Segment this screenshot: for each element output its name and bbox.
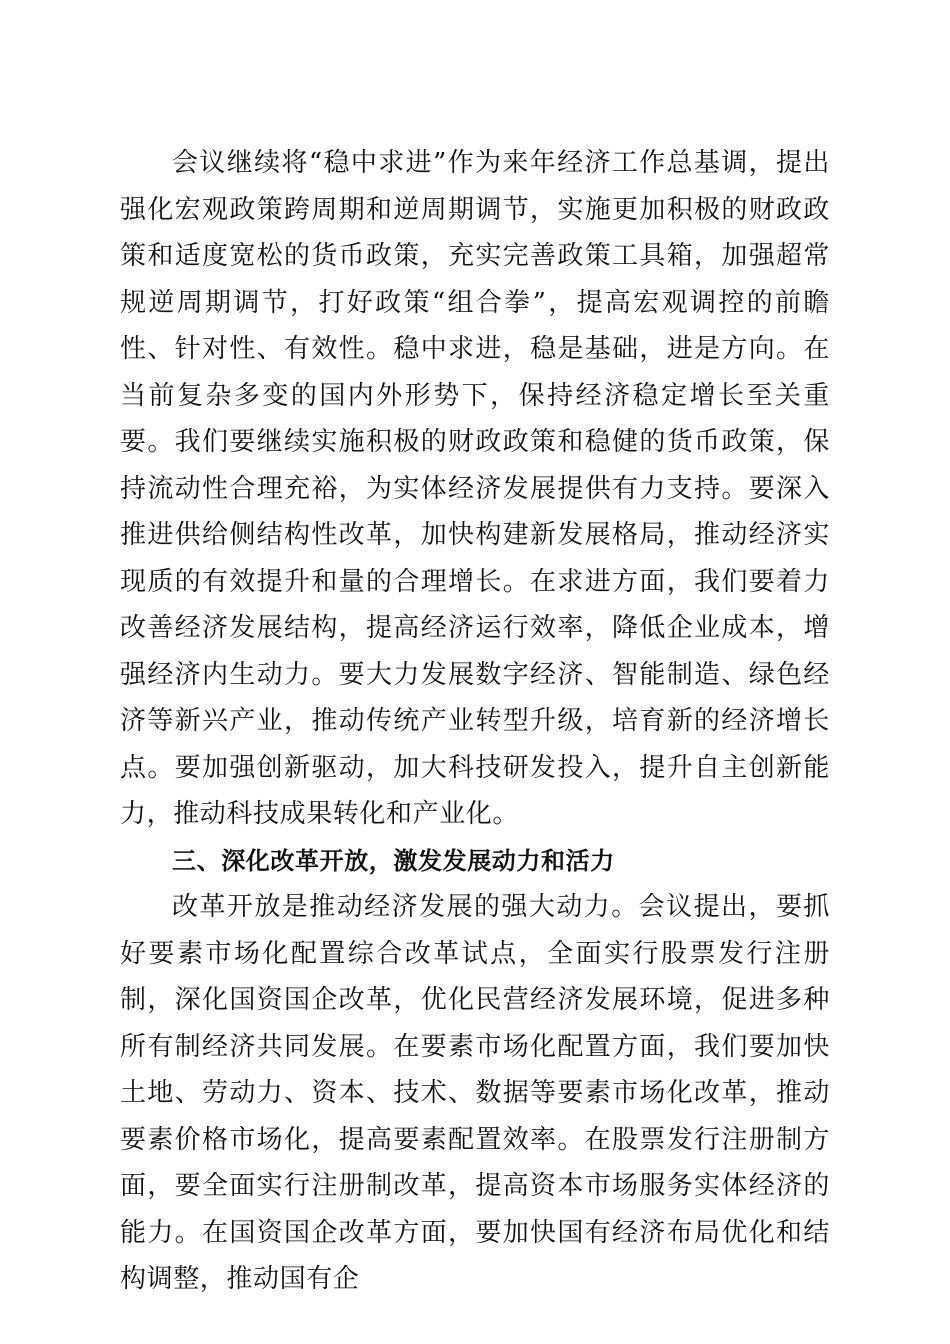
body-paragraph-1: 会议继续将“稳中求进”作为来年经济工作总基调，提出强化宏观政策跨周期和逆周期调节，实施更加积极的财政政策和适度宽松的货币政策，充实完善政策工具箱，加强超常规逆周期调节，打好政策“组合拳”，提高宏观调控的前瞻性、针对性、有效性。稳中求进，稳是基础，进是方向。在当前复杂多变的国内外形势下，保持经济稳定增长至关重要。我们要继续实施积极的财政政策和稳健的货币政策，保持流动性合理充裕，为实体经济发展提供有力支持。要深入推进供给侧结构性改革，加快构建新发展格局，推动经济实现质的有效提升和量的合理增长。在求进方面，我们要着力改善经济发展结构，提高经济运行效率，降低企业成本，增强经济内生动力。要大力发展数字经济、智能制造、绿色经济等新兴产业，推动传统产业转型升级，培育新的经济增长点。要加强创新驱动，加大科技研发投入，提升自主创新能力，推动科技成果转化和产业化。 [120,148,830,829]
section-heading: 三、深化改革开放，激发发展动力和活力 [172,846,615,875]
body-paragraph-2: 改革开放是推动经济发展的强大动力。会议提出，要抓好要素市场化配置综合改革试点，全面实行股票发行注册制，深化国资国企改革，优化民营经济发展环境，促进多种所有制经济共同发展。在要素市场化配置方面，我们要加快土地、劳动力、资本、技术、数据等要素市场化改革，推动要素价格市场化，提高要素配置效率。在股票发行注册制方面，要全面实行注册制改革，提高资本市场服务实体经济的能力。在国资国企改革方面，要加快国有经济布局优化和结构调整，推动国有企 [120,892,830,1294]
document-page [120,140,830,1303]
